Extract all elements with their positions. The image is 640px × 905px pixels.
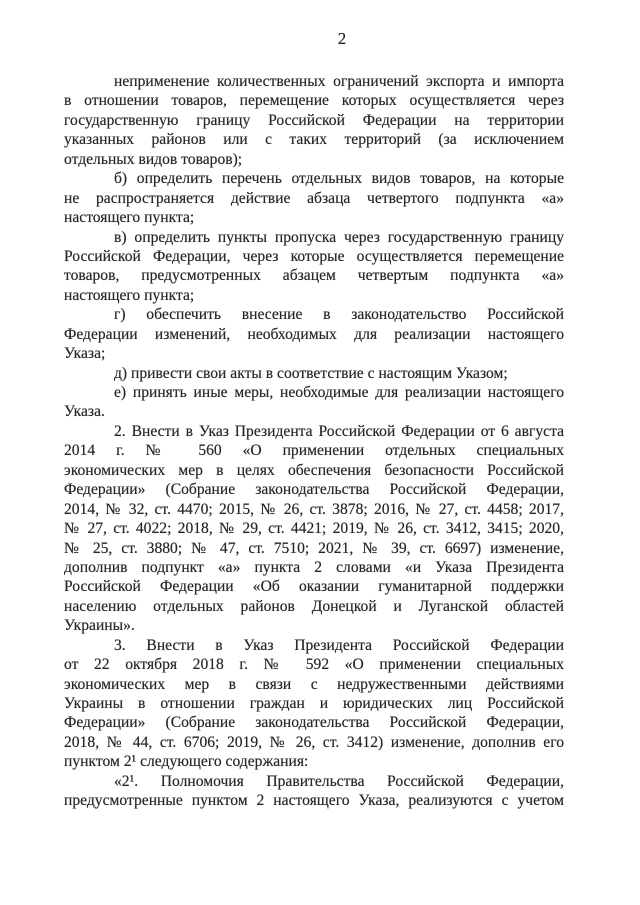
paragraph-point-3 — [64, 636, 564, 772]
text-line: в отношении товаров, перемещение которых осуществляется через — [64, 92, 564, 110]
text-line: Украины». — [64, 617, 135, 635]
text-line: 2018, № 44, ст. 6706; 2019, № 26, ст. 3412) изменение, дополнив его — [64, 733, 564, 751]
paragraph-point-2 — [64, 422, 564, 636]
text-line: экономических мер в связи с недружественными действиями — [64, 675, 564, 693]
text-line: д) привести свои акты в соответствие с настоящим Указом; — [114, 364, 508, 382]
text-line: Украины в отношении граждан и юридических лиц Российской — [64, 695, 564, 712]
text-line: товаров, предусмотренных абзацем четвертым подпункта «а» — [64, 267, 564, 285]
text-line: Федерации» (Собрание законодательства Российской Федерации, — [64, 714, 564, 732]
text-line: государственную границу Российской Федерации на территории — [64, 111, 564, 129]
text-line: Указа; — [64, 345, 106, 363]
document-body — [64, 72, 564, 811]
text-line: Российской Федерации «Об оказании гуманитарной поддержки — [64, 578, 564, 596]
text-line: не распространяется действие абзаца четвертого подпункта «а» — [64, 189, 564, 207]
text-line: № 27, ст. 4022; 2018, № 29, ст. 4421; 2019, № 26, ст. 3412, 3415; 2020, — [64, 520, 564, 538]
paragraph-subpoint-a-continuation — [64, 72, 564, 169]
text-line: неприменение количественных ограничений экспорта и импорта — [114, 73, 564, 90]
text-line: экономических мер в целях обеспечения безопасности Российской — [64, 461, 564, 479]
text-line: г) обеспечить внесение в законодательство Российской — [114, 306, 564, 324]
text-line: пунктом 2¹ следующего содержания: — [64, 753, 309, 771]
text-line: 2014 г. № 560 «О применении отдельных специальных — [64, 442, 564, 460]
text-line: отдельных видов товаров); — [64, 150, 243, 168]
text-line: № 25, ст. 3880; № 47, ст. 7510; 2021, № 39, ст. 6697) изменение, — [64, 539, 564, 557]
text-line: населению отдельных районов Донецкой и Луганской областей — [64, 597, 564, 615]
text-line: 2014, № 32, ст. 4470; 2015, № 26, ст. 3878; 2016, № 27, ст. 4458; 2017, — [64, 500, 564, 518]
paragraph-subpoint-e — [64, 383, 564, 422]
text-line: от 22 октября 2018 г. № 592 «О применении специальных — [64, 656, 564, 674]
text-line: Российской Федерации, через которые осуществляется перемещение — [64, 247, 564, 265]
text-line: «2¹. Полномочия Правительства Российской Федерации, — [114, 772, 564, 790]
text-line: предусмотренные пунктом 2 настоящего Указа, реализуются с учетом — [64, 792, 564, 810]
page-number: 2 — [337, 29, 347, 48]
paragraph-subpoint-d — [64, 364, 564, 383]
text-line: указанных районов или с таких территорий (за исключением — [64, 131, 564, 149]
text-line: 3. Внести в Указ Президента Российской Федерации — [114, 636, 564, 654]
text-line: дополнив подпункт «а» пункта 2 словами «и Указа Президента — [64, 558, 564, 576]
text-line: б) определить перечень отдельных видов товаров, на которые — [114, 170, 564, 188]
text-line: Федерации изменений, необходимых для реализации настоящего — [64, 325, 564, 343]
text-line: Указа. — [64, 403, 105, 421]
paragraph-point-2-1-quoted-insert — [64, 772, 564, 811]
text-line: настоящего пункта; — [64, 286, 195, 304]
paragraph-subpoint-g — [64, 305, 564, 363]
text-line: е) принять иные меры, необходимые для реализации настоящего — [114, 384, 564, 401]
text-line: настоящего пункта; — [64, 209, 195, 227]
paragraph-subpoint-v — [64, 228, 564, 306]
text-line: в) определить пункты пропуска через государственную границу — [114, 228, 564, 246]
text-line: Федерации» (Собрание законодательства Российской Федерации, — [64, 481, 564, 499]
text-line: 2. Внести в Указ Президента Российской Федерации от 6 августа — [114, 422, 564, 440]
paragraph-subpoint-b — [64, 169, 564, 227]
